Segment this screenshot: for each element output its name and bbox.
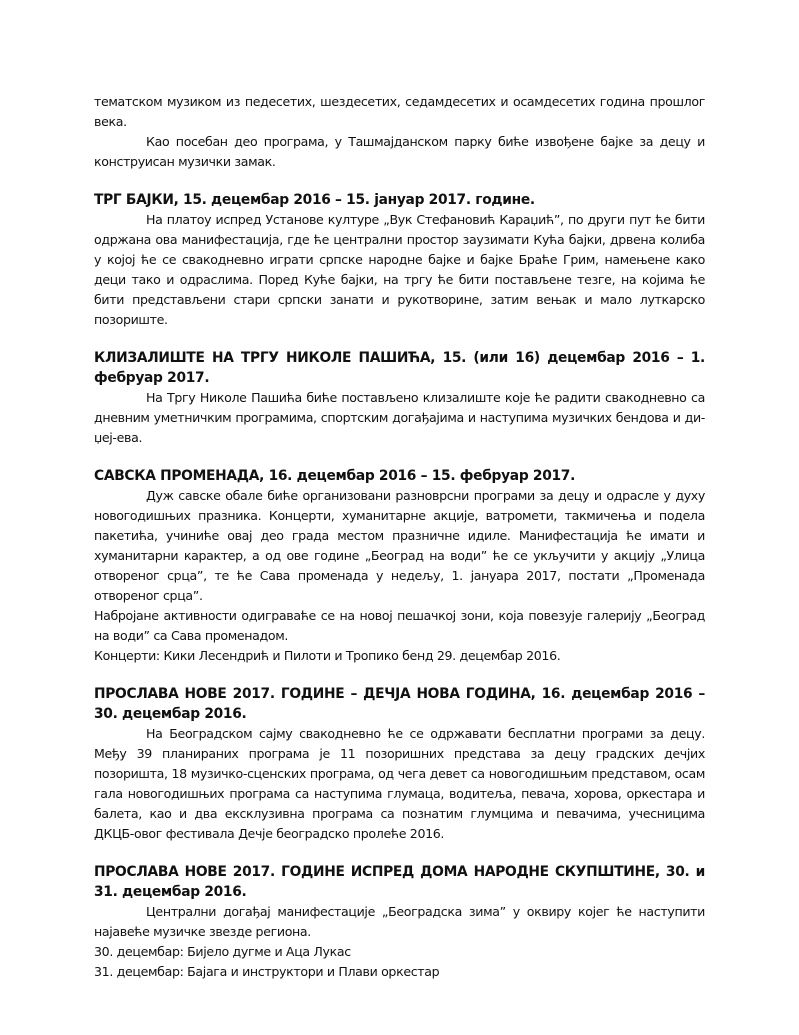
section-heading: ПРОСЛАВА НОВЕ 2017. ГОДИНЕ – ДЕЧЈА НОВА ГОДИНА, 16. децембар 2016 – 30. децембар 2016. xyxy=(94,686,705,722)
section-heading: САВСКА ПРОМЕНАДА, 16. децембар 2016 – 15. фебруар 2017. xyxy=(94,468,576,484)
section-paragraph: 31. децембар: Бајага и инструктори и Плави оркестар xyxy=(94,964,440,979)
section-heading: ПРОСЛАВА НОВЕ 2017. ГОДИНЕ ИСПРЕД ДОМА НАРОДНЕ СКУПШТИНЕ, 30. и 31. децембар 2016. xyxy=(94,864,705,900)
section-decja-nova-godina xyxy=(94,684,705,844)
section-paragraph: На платоу испред Установе културе „Вук Стефановић Караџић”, по други пут ће бити одржана ова манифестација, где ће централни простор заузимати Кућа бајки, дрвена колиба у којој ће се свакодневно играти српске народне бајке и бајке Браће Грим, намењене како деци тако и одраслима. Поред Куће бајки, на тргу ће бити постављене тезге, на којима ће бити представљени стари српски занати и рукотворине, затим вењак и мало луткарско позориште. xyxy=(94,212,705,327)
section-paragraph: 30. децембар: Бијело дугме и Аца Лукас xyxy=(94,944,351,959)
intro-paragraph-2: Као посебан део програма, у Ташмајданском парку биће извођене бајке за децу и конструисан музички замак. xyxy=(94,134,705,169)
section-heading: ТРГ БАЈКИ, 15. децембар 2016 – 15. јануар 2017. године. xyxy=(94,192,535,208)
document-page xyxy=(94,92,705,982)
section-dom-narodne-skupstine xyxy=(94,862,705,982)
section-heading: КЛИЗАЛИШТЕ НА ТРГУ НИКОЛЕ ПАШИЋА, 15. (или 16) децембар 2016 – 1. фебруар 2017. xyxy=(94,350,705,386)
section-paragraph: Концерти: Кики Лесендрић и Пилоти и Тропико бенд 29. децембар 2016. xyxy=(94,648,561,663)
intro-paragraph-1: тематском музиком из педесетих, шездесетих, седамдесетих и осамдесетих година прошлог века. xyxy=(94,94,705,129)
section-paragraph: На Тргу Николе Пашића биће постављено клизалиште које ће радити свакодневно са дневним уметничким програмима, спортским догађајима и наступима музичких бендова и ди-џеј-ева. xyxy=(94,390,705,445)
section-paragraph: Набројане активности одигравaће се на новој пешачкој зони, која повезује галерију „Београд на води” са Сава променадом. xyxy=(94,608,705,643)
section-klizaliste xyxy=(94,348,705,448)
section-trg-bajki xyxy=(94,190,705,330)
section-paragraph: Дуж савске обале биће организовани разноврсни програми за децу и одрасле у духу новогодишњих празника. Концерти, хуманитарне акције, ватромети, такмичења и подела пакетића, учиниће овај део града местом празничне идиле. Манифестација ће имати и хуманитарни карактер, а од ове године „Београд на води” ће се укључити у акцију „Улица отвореног срца”, те ће Сава променада у недељу, 1. јануара 2017, постати „Променада отвореног срца”. xyxy=(94,488,705,603)
section-savska-promenada xyxy=(94,466,705,666)
section-paragraph: Централни догађај манифестације „Београдска зима” у оквиру којег ће наступити најавеће музичке звезде региона. xyxy=(94,904,705,939)
section-paragraph: На Београдском сајму свакодневно ће се одржавати бесплатни програми за децу. Међу 39 планираних програма је 11 позоришних представа за децу градских дечјих позоришта, 18 музичко-сценских програма, од чега девет са новогодишњим представом, осам гала новогодишњих програма са наступима глумаца, водитеља, певача, хорова, оркестара и балета, као и два ексклузивна програма са познатим глумцима и певачима, учесницима ДКЦБ-овог фестивала Дечје београдско пролеће 2016. xyxy=(94,726,705,841)
